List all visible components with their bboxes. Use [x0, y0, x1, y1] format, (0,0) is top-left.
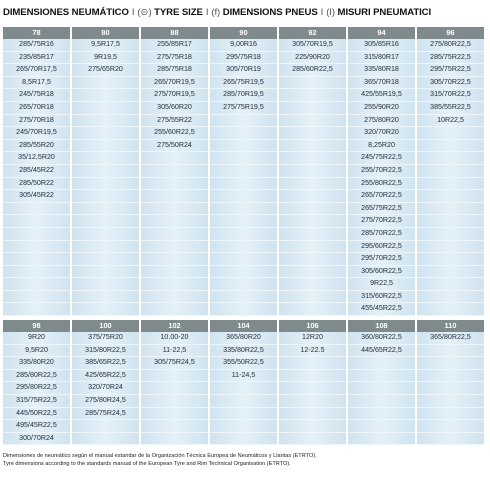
table-cell	[210, 203, 277, 216]
table-cell: 385/65R22,5	[72, 357, 139, 370]
column-body	[72, 332, 139, 445]
table-cell: 315/60R22,5	[348, 291, 415, 304]
table-cell	[72, 215, 139, 228]
table-cell	[72, 291, 139, 304]
footer-line-en: Tyre dimensions according to the standards manual of the European Tyre and Rim Technical Organisation (ETRTO).	[3, 461, 291, 467]
table-cell: 425/65R22,5	[72, 370, 139, 383]
table-cell	[72, 77, 139, 90]
column-body	[3, 39, 70, 316]
table-cell	[141, 370, 208, 383]
table-cell	[210, 253, 277, 266]
table-cell	[141, 228, 208, 241]
table-cell: 265/75R19,5	[210, 77, 277, 90]
table-cell	[3, 266, 70, 279]
table-cell: 9R22,5	[348, 278, 415, 291]
table-cell: 255/85R17	[141, 39, 208, 52]
table-cell: 12-22.5	[279, 345, 346, 358]
table-cell	[348, 408, 415, 421]
table-cell	[417, 152, 484, 165]
table-cell: 285/75R18	[141, 64, 208, 77]
table-cell: 305/70R19	[210, 64, 277, 77]
title-fr: DIMENSIONS PNEUS	[222, 7, 318, 18]
table-cell	[72, 178, 139, 191]
table-cell	[72, 203, 139, 216]
table-cell	[210, 395, 277, 408]
table-cell	[141, 152, 208, 165]
table-cell	[279, 370, 346, 383]
table-cell: 275/80R22,5	[417, 39, 484, 52]
table-cell	[348, 370, 415, 383]
table-cell	[417, 370, 484, 383]
table-cell	[417, 408, 484, 421]
table-cell: 285/55R20	[3, 140, 70, 153]
table-cell	[417, 345, 484, 358]
title-it-marker: (I)	[326, 7, 335, 18]
table-cell: 275/80R20	[348, 115, 415, 128]
table-cell	[417, 127, 484, 140]
table-cell: 11-22,5	[141, 345, 208, 358]
column-header: 80	[72, 27, 139, 39]
column-header: 100	[72, 320, 139, 332]
table-cell	[348, 420, 415, 433]
table-cell	[72, 303, 139, 316]
table-cell: 255/90R20	[348, 102, 415, 115]
table-cell: 10.00-20	[141, 332, 208, 345]
table-cell	[72, 190, 139, 203]
table-cell: 320/70R20	[348, 127, 415, 140]
table-cell: 245/75R22,5	[348, 152, 415, 165]
table-cell	[417, 420, 484, 433]
table-cell: 335/80R22,5	[210, 345, 277, 358]
table-cell: 295/70R22,5	[348, 253, 415, 266]
column-header: 78	[3, 27, 70, 39]
table-cell: 300/70R24	[3, 433, 70, 446]
table-cell: 295/75R18	[210, 52, 277, 65]
table-cell: 285/70R22,5	[348, 228, 415, 241]
column-body	[72, 39, 139, 316]
table-cell	[141, 190, 208, 203]
table-cell	[417, 433, 484, 446]
table-cell	[141, 278, 208, 291]
table-cell: 385/55R22,5	[417, 102, 484, 115]
table-cell: 495/45R22,5	[3, 420, 70, 433]
table-cell	[279, 178, 346, 191]
table-cell	[279, 89, 346, 102]
title-separator: I	[320, 7, 324, 18]
table-cell	[141, 241, 208, 254]
table-cell: 275/75R19,5	[210, 102, 277, 115]
table-cell: 12R20	[279, 332, 346, 345]
table-cell: 265/70R19,5	[141, 77, 208, 90]
table-cell	[417, 178, 484, 191]
table-cell: 305/60R20	[141, 102, 208, 115]
table-cell	[72, 115, 139, 128]
table-cell: 275/55R22	[141, 115, 208, 128]
table-cell	[279, 291, 346, 304]
table-cell: 305/70R19,5	[279, 39, 346, 52]
table-cell: 265/75R22,5	[348, 203, 415, 216]
table-cell	[141, 291, 208, 304]
table-cell	[210, 420, 277, 433]
table-cell: 285/60R22,5	[279, 64, 346, 77]
table-cell: 8,25R20	[348, 140, 415, 153]
table-cell	[279, 127, 346, 140]
column-body	[210, 332, 277, 445]
column-body	[417, 332, 484, 445]
table-cell	[279, 152, 346, 165]
table-cell: 255/60R22,5	[141, 127, 208, 140]
table-cell	[141, 382, 208, 395]
column-body	[279, 39, 346, 316]
table-cell	[210, 278, 277, 291]
table-cell	[141, 303, 208, 316]
table-cell	[141, 433, 208, 446]
table-cell	[279, 420, 346, 433]
table-cell	[210, 303, 277, 316]
table-cell	[72, 241, 139, 254]
table-cell	[417, 278, 484, 291]
footer-line-es: Dimensiones de neumático según el manual estandar de la Organización Técnica Europea de Neumáticos y Llantas (ETRTO).	[3, 453, 317, 459]
table-cell: 365/80R22,5	[417, 332, 484, 345]
table-cell	[3, 303, 70, 316]
table-cell	[72, 433, 139, 446]
table-cell	[279, 102, 346, 115]
table-cell	[210, 433, 277, 446]
table-cell	[279, 266, 346, 279]
table-cell: 9,5R17,5	[72, 39, 139, 52]
table-cell	[417, 382, 484, 395]
table-cell	[210, 178, 277, 191]
table-cell	[417, 190, 484, 203]
table-cell	[417, 303, 484, 316]
table-cell	[141, 408, 208, 421]
title-separator: I	[131, 7, 135, 18]
table-cell: 285/50R22	[3, 178, 70, 191]
column-body	[141, 332, 208, 445]
title-it: MISURI PNEUMATICI	[337, 7, 432, 18]
table-cell	[279, 140, 346, 153]
table-cell: 360/80R22,5	[348, 332, 415, 345]
table-cell: 285/75R24,5	[72, 408, 139, 421]
table-cell	[279, 165, 346, 178]
table-cell	[72, 165, 139, 178]
table-cell	[3, 241, 70, 254]
table-cell	[210, 127, 277, 140]
table-cell	[210, 190, 277, 203]
table-cell	[210, 382, 277, 395]
table-cell: 305/60R22,5	[348, 266, 415, 279]
column-header: 110	[417, 320, 484, 332]
table-cell	[417, 228, 484, 241]
table-cell	[141, 420, 208, 433]
table-cell: 275/70R19,5	[141, 89, 208, 102]
table-cell: 9,00R16	[210, 39, 277, 52]
table-cell: 275/75R18	[141, 52, 208, 65]
table-cell: 9R20	[3, 332, 70, 345]
table-cell: 285/80R22,5	[3, 370, 70, 383]
table-cell	[279, 357, 346, 370]
table-cell	[279, 382, 346, 395]
table-cell: 335/80R20	[3, 357, 70, 370]
column-body	[348, 39, 415, 316]
table-cell: 255/80R22,5	[348, 178, 415, 191]
table-cell	[417, 357, 484, 370]
table-cell	[279, 115, 346, 128]
table-cell	[210, 152, 277, 165]
column-header: 94	[348, 27, 415, 39]
table-cell: 235/85R17	[3, 52, 70, 65]
table-cell	[210, 291, 277, 304]
table-cell	[348, 395, 415, 408]
table-cell	[72, 140, 139, 153]
table-cell: 305/45R22	[3, 190, 70, 203]
column-body	[210, 39, 277, 316]
column-header: 88	[141, 27, 208, 39]
table-cell: 445/65R22,5	[348, 345, 415, 358]
table-cell: 275/50R24	[141, 140, 208, 153]
table-cell	[417, 140, 484, 153]
column-header: 108	[348, 320, 415, 332]
table-cell	[210, 266, 277, 279]
table-cell	[72, 127, 139, 140]
column-body	[348, 332, 415, 445]
table-cell	[417, 203, 484, 216]
title-fr-marker: (f)	[211, 7, 221, 18]
table-cell	[210, 408, 277, 421]
table-cell	[72, 266, 139, 279]
table-cell: 9,5R20	[3, 345, 70, 358]
table-cell	[3, 278, 70, 291]
table-cell	[279, 433, 346, 446]
table-cell: 305/75R24,5	[141, 357, 208, 370]
table-cell: 455/45R22,5	[348, 303, 415, 316]
table-cell: 315/80R17	[348, 52, 415, 65]
table-cell: 285/70R19,5	[210, 89, 277, 102]
table-cell: 225/90R20	[279, 52, 346, 65]
table-cell	[417, 253, 484, 266]
table-cell	[417, 266, 484, 279]
table-cell: 9R19,5	[72, 52, 139, 65]
table-cell: 245/70R19,5	[3, 127, 70, 140]
column-body	[141, 39, 208, 316]
table-cell	[348, 382, 415, 395]
table-cell: 335/80R18	[348, 64, 415, 77]
table-cell: 320/70R24	[72, 382, 139, 395]
table-cell	[279, 253, 346, 266]
table-cell: 285/75R16	[3, 39, 70, 52]
table-cell	[210, 241, 277, 254]
table-cell	[279, 228, 346, 241]
table-cell	[72, 278, 139, 291]
table-cell: 315/75R22,5	[3, 395, 70, 408]
title-es: DIMENSIONES NEUMÁTICO	[3, 7, 129, 18]
table-cell	[141, 215, 208, 228]
tyre-size-table-top	[1, 27, 486, 316]
table-cell	[72, 152, 139, 165]
footer-note	[3, 452, 489, 468]
table-cell: 35/12,5R20	[3, 152, 70, 165]
table-cell: 10R22,5	[417, 115, 484, 128]
table-cell	[141, 165, 208, 178]
column-header: 92	[279, 27, 346, 39]
table-cell: 8,5R17,5	[3, 77, 70, 90]
column-header: 90	[210, 27, 277, 39]
table-cell	[72, 228, 139, 241]
table-cell	[417, 241, 484, 254]
table-cell	[3, 228, 70, 241]
column-body	[417, 39, 484, 316]
column-header: 106	[279, 320, 346, 332]
column-header: 96	[417, 27, 484, 39]
table-cell: 275/70R22,5	[348, 215, 415, 228]
page-title	[3, 7, 489, 23]
table-cell: 265/70R18	[3, 102, 70, 115]
table-cell: 275/65R20	[72, 64, 139, 77]
table-cell	[417, 291, 484, 304]
table-cell	[72, 102, 139, 115]
table-cell	[279, 190, 346, 203]
column-header: 102	[141, 320, 208, 332]
table-cell	[3, 291, 70, 304]
table-cell: 305/85R16	[348, 39, 415, 52]
table-cell: 265/70R17,5	[3, 64, 70, 77]
table-cell	[141, 395, 208, 408]
table-cell	[279, 395, 346, 408]
table-cell	[210, 215, 277, 228]
table-cell	[417, 165, 484, 178]
table-cell: 375/75R20	[72, 332, 139, 345]
table-cell: 425/55R19,5	[348, 89, 415, 102]
table-cell: 365/80R20	[210, 332, 277, 345]
column-body	[3, 332, 70, 445]
table-cell	[3, 253, 70, 266]
table-cell: 315/80R22,5	[72, 345, 139, 358]
table-cell: 295/80R22,5	[3, 382, 70, 395]
table-cell: 295/60R22,5	[348, 241, 415, 254]
table-cell	[141, 266, 208, 279]
table-cell: 355/50R22,5	[210, 357, 277, 370]
table-cell	[279, 303, 346, 316]
title-separator: I	[205, 7, 209, 18]
table-cell	[279, 278, 346, 291]
table-cell	[210, 228, 277, 241]
table-cell: 245/75R18	[3, 89, 70, 102]
table-cell	[141, 203, 208, 216]
table-cell	[279, 408, 346, 421]
table-cell: 11-24,5	[210, 370, 277, 383]
table-cell	[210, 165, 277, 178]
table-cell	[210, 115, 277, 128]
table-cell	[279, 215, 346, 228]
table-cell	[3, 203, 70, 216]
table-cell: 365/70R18	[348, 77, 415, 90]
column-body	[279, 332, 346, 445]
table-cell	[279, 203, 346, 216]
table-cell	[348, 433, 415, 446]
table-cell: 275/70R18	[3, 115, 70, 128]
table-cell: 295/75R22,5	[417, 64, 484, 77]
table-cell: 275/80R24,5	[72, 395, 139, 408]
column-header: 98	[3, 320, 70, 332]
table-cell	[417, 215, 484, 228]
table-cell	[72, 89, 139, 102]
table-cell	[72, 420, 139, 433]
table-cell: 255/70R22,5	[348, 165, 415, 178]
table-cell: 265/70R22,5	[348, 190, 415, 203]
table-cell: 315/70R22,5	[417, 89, 484, 102]
table-cell	[72, 253, 139, 266]
table-cell	[279, 77, 346, 90]
table-cell: 285/45R22	[3, 165, 70, 178]
tyre-size-table-bottom	[1, 320, 486, 445]
table-cell	[279, 241, 346, 254]
title-en-marker: (⊝)	[137, 7, 152, 18]
table-cell	[141, 253, 208, 266]
table-cell: 285/75R22,5	[417, 52, 484, 65]
title-en: TYRE SIZE	[154, 7, 203, 18]
table-cell	[417, 395, 484, 408]
table-cell: 305/70R22,5	[417, 77, 484, 90]
table-cell	[348, 357, 415, 370]
table-cell	[3, 215, 70, 228]
column-header: 104	[210, 320, 277, 332]
table-cell	[210, 140, 277, 153]
table-cell: 445/50R22,5	[3, 408, 70, 421]
table-cell	[141, 178, 208, 191]
